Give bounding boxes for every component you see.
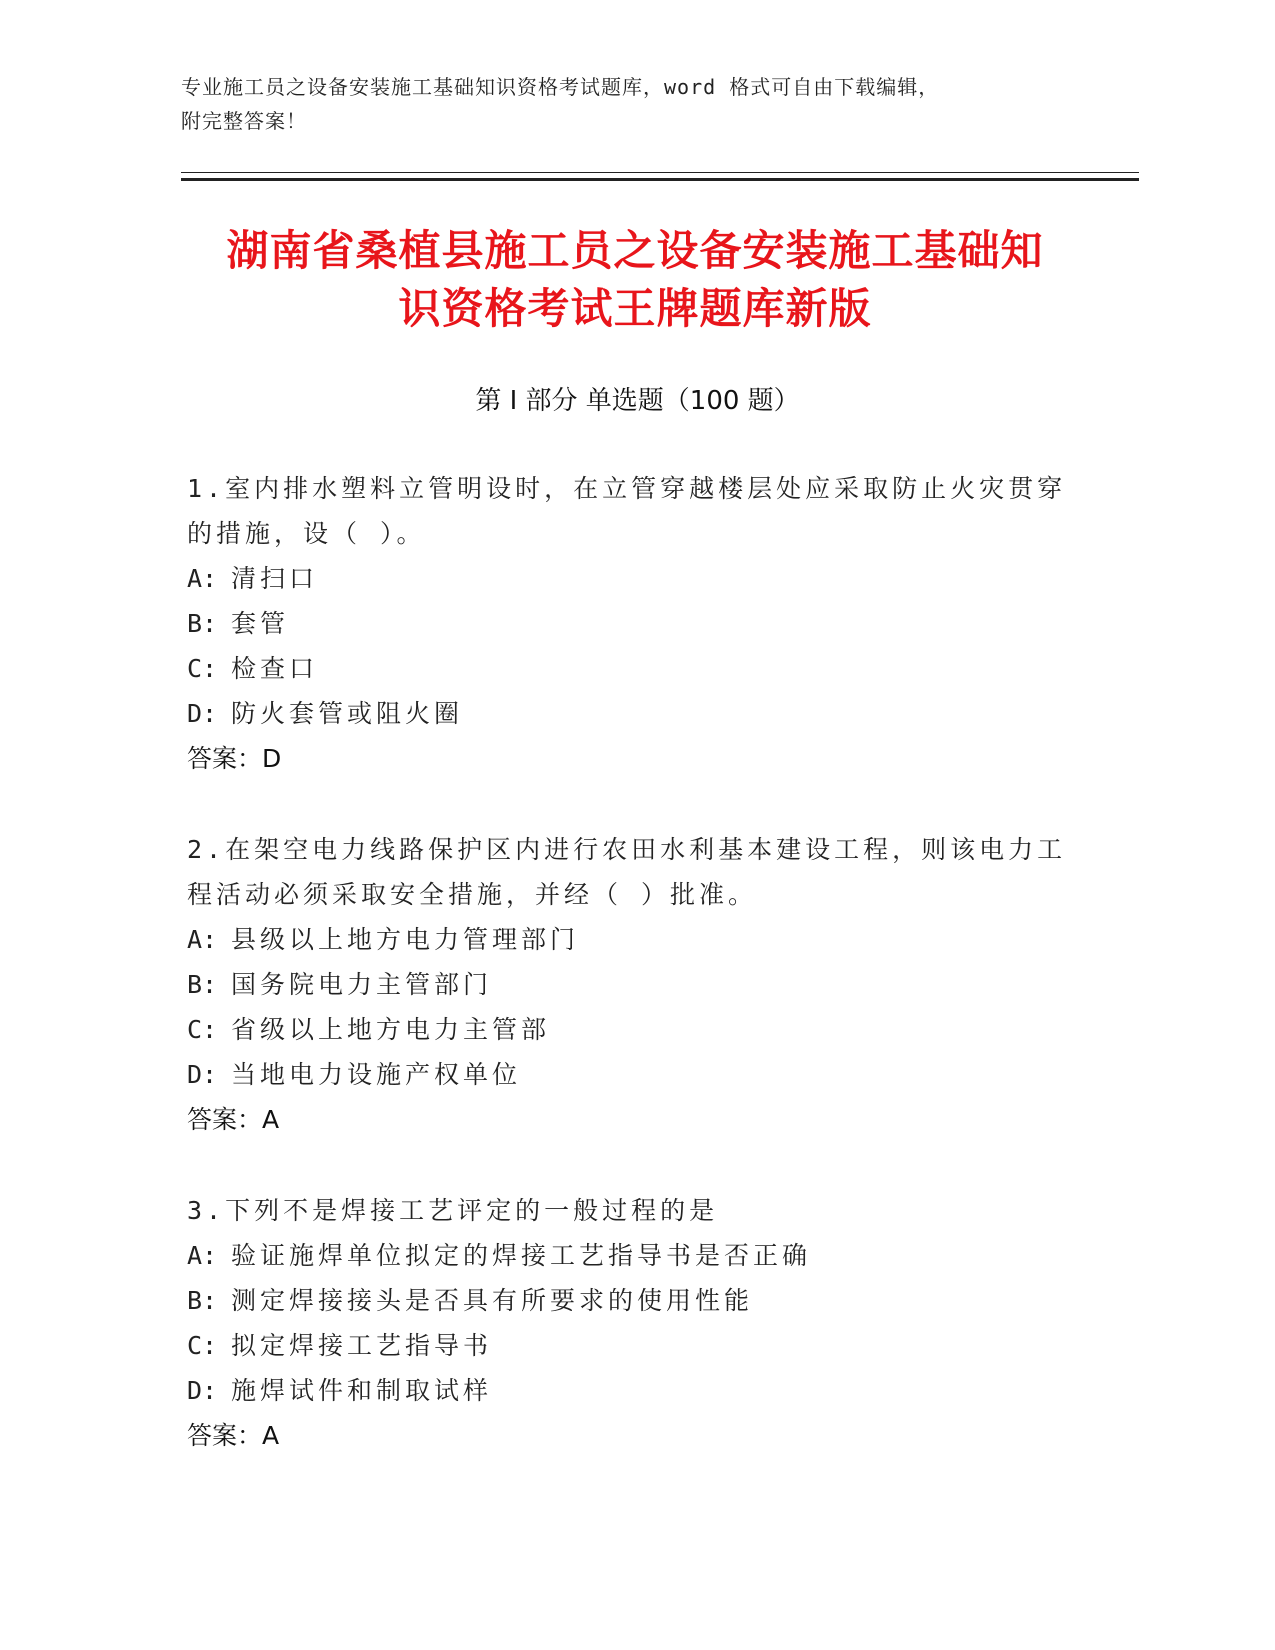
option-letter: D: xyxy=(187,1060,218,1089)
document-title-line-1: 湖南省桑植县施工员之设备安装施工基础知 xyxy=(226,226,1044,275)
option-letter: A: xyxy=(187,925,218,954)
header-note xyxy=(181,70,1061,138)
question-3 xyxy=(187,1188,1067,1458)
option-b xyxy=(187,1278,1067,1323)
option-c xyxy=(187,1323,1067,1368)
option-letter: A: xyxy=(187,1241,218,1270)
option-text: 清扫口 xyxy=(231,564,319,593)
option-b xyxy=(187,601,1067,646)
answer-label: 答案：D xyxy=(187,744,282,773)
document-title xyxy=(181,222,1089,338)
option-text: 县级以上地方电力管理部门 xyxy=(231,925,580,954)
question-1 xyxy=(187,466,1067,781)
question-2 xyxy=(187,827,1067,1142)
option-letter: C: xyxy=(187,654,218,683)
option-a xyxy=(187,917,1067,962)
header-divider-thick xyxy=(181,178,1139,181)
header-note-line-2: 附完整答案！ xyxy=(181,109,307,133)
option-a xyxy=(187,556,1067,601)
option-letter: C: xyxy=(187,1015,218,1044)
option-text: 验证施焊单位拟定的焊接工艺指导书是否正确 xyxy=(231,1241,812,1270)
header-note-line-1: 专业施工员之设备安装施工基础知识资格考试题库，word 格式可自由下载编辑， xyxy=(181,75,940,99)
option-c xyxy=(187,1007,1067,1052)
question-stem: 1.室内排水塑料立管明设时，在立管穿越楼层处应采取防止火灾贯穿的措施，设（ ）。 xyxy=(187,474,1067,548)
section-title: 第 I 部分 单选题（100 题） xyxy=(475,386,800,416)
option-text: 当地电力设施产权单位 xyxy=(231,1060,522,1089)
option-letter: D: xyxy=(187,699,218,728)
question-stem: 3.下列不是焊接工艺评定的一般过程的是 xyxy=(187,1196,719,1225)
option-text: 防火套管或阻火圈 xyxy=(231,699,464,728)
option-d xyxy=(187,1368,1067,1413)
answer-label: 答案：A xyxy=(187,1105,280,1134)
option-b xyxy=(187,962,1067,1007)
option-text: 测定焊接接头是否具有所要求的使用性能 xyxy=(231,1286,754,1315)
option-c xyxy=(187,646,1067,691)
option-letter: D: xyxy=(187,1376,218,1405)
option-letter: A: xyxy=(187,564,218,593)
document-title-line-2: 识资格考试王牌题库新版 xyxy=(398,284,872,333)
option-letter: C: xyxy=(187,1331,218,1360)
option-letter: B: xyxy=(187,1286,218,1315)
option-text: 国务院电力主管部门 xyxy=(231,970,493,999)
option-text: 套管 xyxy=(231,609,290,638)
header-divider-thin xyxy=(181,172,1139,173)
option-text: 检查口 xyxy=(231,654,319,683)
option-text: 省级以上地方电力主管部 xyxy=(231,1015,551,1044)
option-letter: B: xyxy=(187,970,218,999)
option-text: 拟定焊接工艺指导书 xyxy=(231,1331,493,1360)
option-d xyxy=(187,1052,1067,1097)
question-stem: 2.在架空电力线路保护区内进行农田水利基本建设工程，则该电力工程活动必须采取安全措施，并经（ ）批准。 xyxy=(187,835,1067,909)
answer-label: 答案：A xyxy=(187,1421,280,1450)
option-text: 施焊试件和制取试样 xyxy=(231,1376,493,1405)
question-list xyxy=(187,466,1067,1504)
option-d xyxy=(187,691,1067,736)
option-a xyxy=(187,1233,1067,1278)
option-letter: B: xyxy=(187,609,218,638)
